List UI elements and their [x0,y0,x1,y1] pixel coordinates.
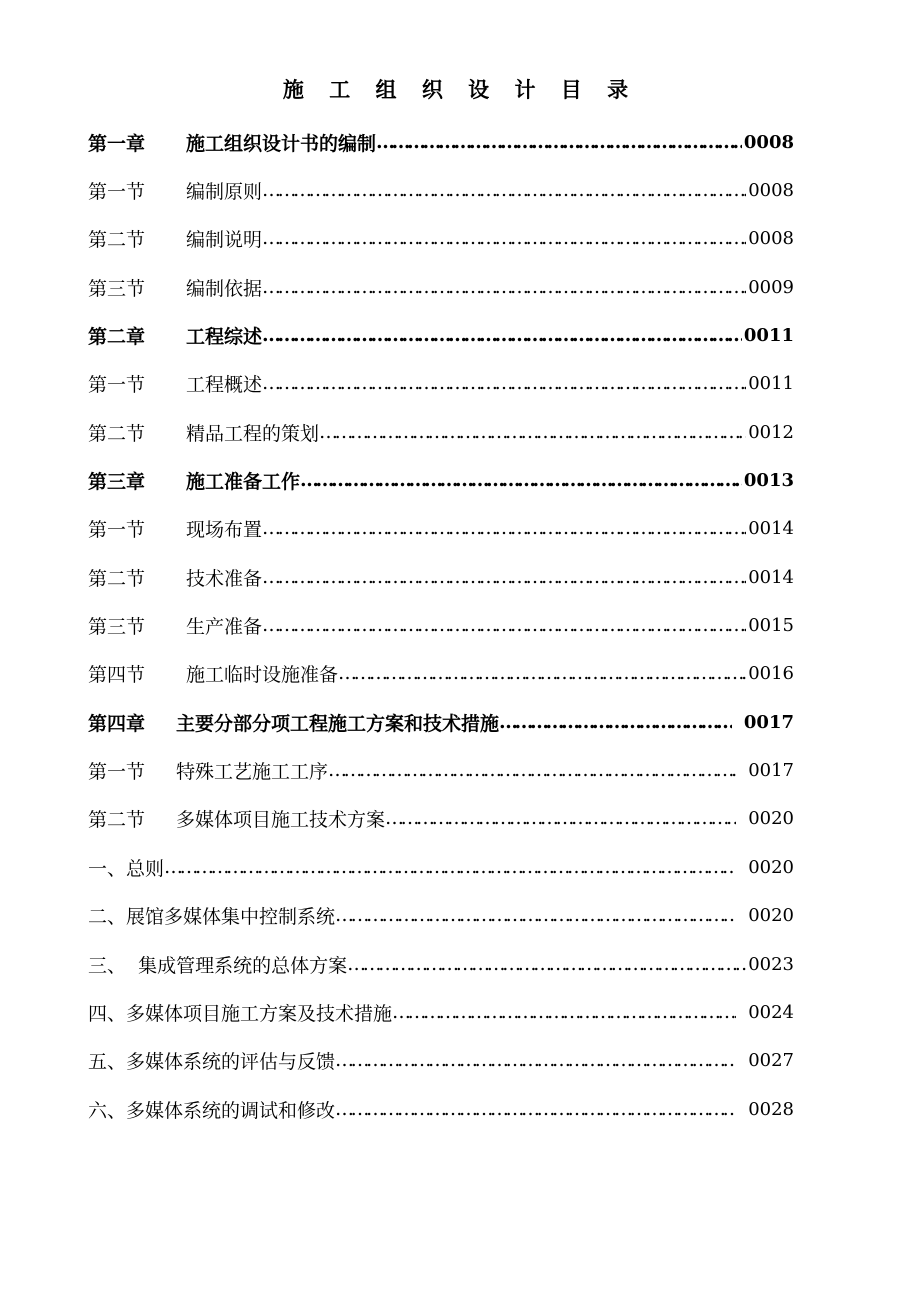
toc-entry[interactable] [88,843,794,891]
toc-dot-leader [328,761,736,780]
toc-entry[interactable] [88,1085,794,1133]
toc-dot-leader [335,906,736,925]
toc-entry-page: 0014 [748,566,794,588]
toc-dot-leader [262,278,746,297]
toc-entry-page: 0013 [743,470,794,492]
toc-entry-page: 0027 [748,1050,794,1072]
toc-entry[interactable] [88,698,794,746]
toc-entry[interactable] [88,746,794,794]
toc-entry-page: 0023 [748,953,794,975]
toc-entry-label: 第三章 [88,471,146,494]
toc-dot-leader [262,568,746,587]
toc-entry[interactable] [88,553,794,601]
toc-entry-title: 工程概述 [186,374,263,397]
toc-entry[interactable] [88,601,794,649]
toc-entry-label: 第一节 [88,519,146,542]
toc-entry-page: 0008 [743,131,794,153]
toc-entry-title: 编制说明 [186,229,263,252]
toc-dot-leader [376,133,742,152]
toc-entry[interactable] [88,215,794,263]
toc-entry-page: 0017 [743,711,794,733]
toc-entry[interactable] [88,166,794,214]
toc-entry-title: 施工临时设施准备 [186,664,339,687]
toc-entry-page: 0011 [743,325,794,347]
toc-entry-title: 生产准备 [186,616,263,639]
toc-entry-title: 工程综述 [186,326,263,349]
toc-entry[interactable] [88,650,794,698]
toc-entry-page: 0008 [748,180,794,202]
toc-entry-label: 第二节 [88,809,146,832]
toc-entry-page: 0020 [748,856,794,878]
toc-entry[interactable] [88,456,794,504]
toc-entry-label: 第一章 [88,132,146,155]
toc-entry-page: 0020 [748,808,794,830]
toc-entry-page: 0016 [748,663,794,685]
toc-entry-title: 一、总则 [88,857,165,880]
toc-entry-title: 施工准备工作 [186,471,301,494]
toc-entry-label: 第二节 [88,567,146,590]
toc-entry-title: 现场布置 [186,519,263,542]
toc-entry-page: 0012 [748,421,794,443]
toc-dot-leader [319,423,746,442]
toc-entry-title: 精品工程的策划 [186,422,320,445]
toc-entry-label: 第一节 [88,761,146,784]
toc-entry[interactable] [88,263,794,311]
toc-entry-title: 主要分部分项工程施工方案和技术措施 [176,712,500,735]
toc-entry-label: 第二节 [88,229,146,252]
toc-dot-leader [347,955,746,974]
toc-entry-label: 第三节 [88,616,146,639]
toc-dot-leader [262,181,746,200]
toc-entry-label: 第一节 [88,181,146,204]
toc-entry-label: 第二节 [88,422,146,445]
toc-entry-title: 三、 集成管理系统的总体方案 [88,954,348,977]
toc-entry-title: 编制原则 [186,181,263,204]
toc-entry-label: 第二章 [88,326,146,349]
toc-dot-leader [262,229,746,248]
toc-entry[interactable] [88,360,794,408]
toc-entry[interactable] [88,118,794,166]
toc-entry-title: 技术准备 [186,567,263,590]
toc-entry-title: 特殊工艺施工工序 [176,761,329,784]
toc-entry-label: 第四章 [88,712,146,735]
toc-entry-page: 0011 [748,373,794,395]
toc-entry-title: 六、多媒体系统的调试和修改 [88,1099,336,1122]
toc-entry-title: 施工组织设计书的编制 [186,132,377,155]
toc-entry-page: 0028 [748,1098,794,1120]
toc-entry[interactable] [88,311,794,359]
toc-dot-leader [164,858,736,877]
toc-dot-leader [392,1003,736,1022]
toc-entry[interactable] [88,795,794,843]
toc-dot-leader [385,809,736,828]
toc-dot-leader [300,471,742,490]
toc-dot-leader [499,713,732,732]
toc-entry[interactable] [88,892,794,940]
toc-entry-title: 多媒体项目施工技术方案 [176,809,386,832]
toc-entry[interactable] [88,1037,794,1085]
toc-entry-title: 五、多媒体系统的评估与反馈 [88,1051,336,1074]
toc-dot-leader [338,664,746,683]
toc-entry[interactable] [88,408,794,456]
toc-dot-leader [335,1051,736,1070]
toc-entry-label: 第一节 [88,374,146,397]
document-title: 施 工 组 织 设 计 目 录 [282,77,638,102]
table-of-contents [88,118,794,1133]
toc-entry-page: 0020 [748,905,794,927]
toc-entry[interactable] [88,940,794,988]
toc-entry-title: 编制依据 [186,277,263,300]
toc-entry-label: 第四节 [88,664,146,687]
toc-dot-leader [262,326,742,345]
toc-dot-leader [262,519,746,538]
toc-dot-leader [262,374,746,393]
toc-entry-page: 0014 [748,518,794,540]
toc-entry-page: 0008 [748,228,794,250]
toc-entry[interactable] [88,505,794,553]
toc-entry-title: 二、展馆多媒体集中控制系统 [88,906,336,929]
toc-entry-page: 0009 [748,276,794,298]
toc-dot-leader [262,616,746,635]
toc-entry-page: 0024 [748,1001,794,1023]
toc-dot-leader [335,1100,736,1119]
toc-entry[interactable] [88,988,794,1036]
toc-entry-page: 0015 [748,615,794,637]
toc-entry-page: 0017 [748,760,794,782]
toc-entry-label: 第三节 [88,277,146,300]
toc-entry-title: 四、多媒体项目施工方案及技术措施 [88,1002,393,1025]
